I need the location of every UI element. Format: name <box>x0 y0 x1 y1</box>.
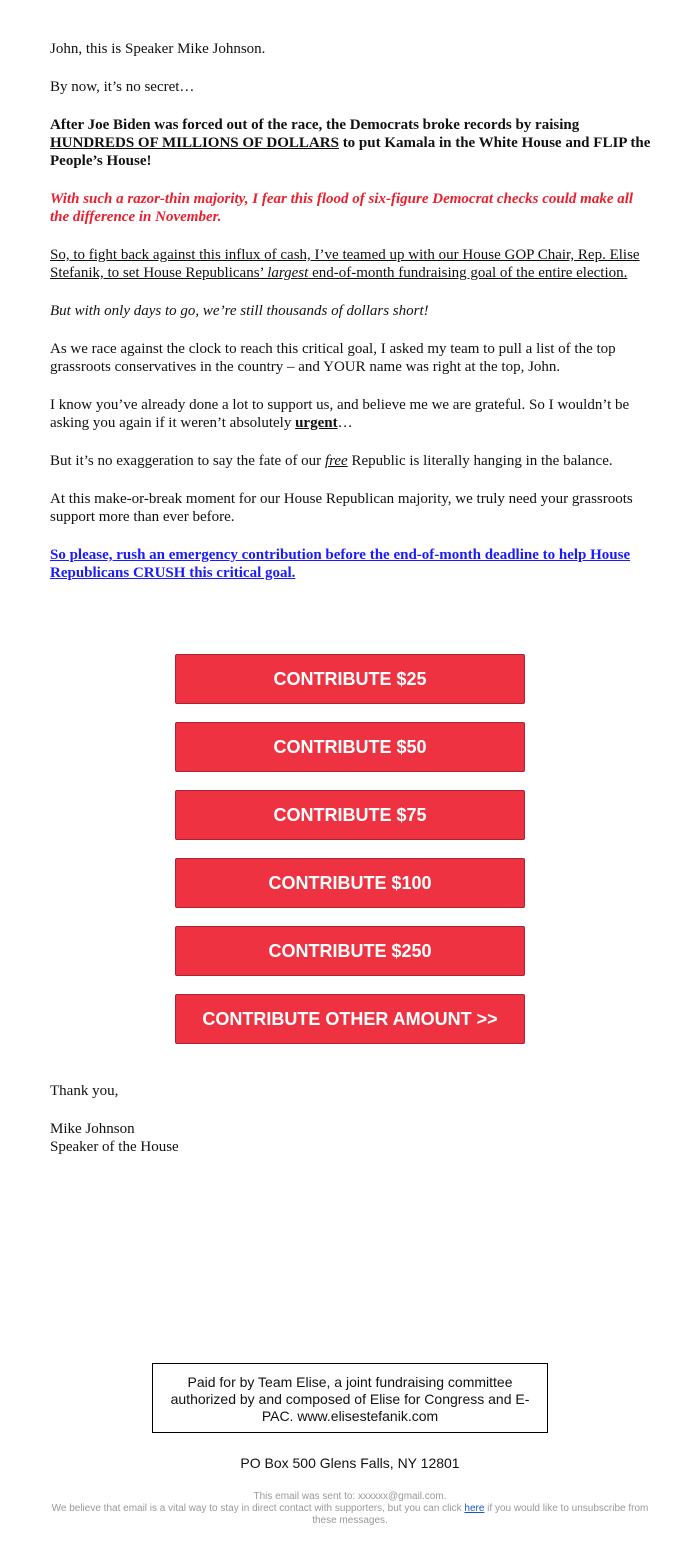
paragraph-record-raising <box>50 116 652 170</box>
contribute-25-button[interactable]: CONTRIBUTE $25 <box>175 654 525 704</box>
cta-paragraph <box>50 546 652 582</box>
underlined-amount: HUNDREDS OF MILLIONS OF DOLLARS <box>50 135 339 151</box>
text-span: to put Kamala in the White House and FLIP the People’s House! <box>50 135 651 169</box>
paragraph-republic <box>50 452 652 470</box>
urgent-word: urgent <box>295 415 338 431</box>
paragraph-secret: By now, it’s no secret… <box>50 79 195 95</box>
text-span: We believe that email is a vital way to stay in direct contact with supporters, but you can click <box>51 1503 465 1514</box>
paragraph-list: As we race against the clock to reach this critical goal, I asked my team to pull a list of the top grassroots conservatives in the country – and YOUR name was right at the top, John. <box>50 341 616 375</box>
signer-title: Speaker of the House <box>50 1139 179 1155</box>
closing: Thank you, <box>50 1083 119 1099</box>
text-span: if you would like to unsubscribe from these messages. <box>312 1503 649 1526</box>
paragraph-urgent <box>50 396 652 432</box>
paragraph-short: But with only days to go, we’re still thousands of dollars short! <box>50 303 429 319</box>
paid-for-disclaimer: Paid for by Team Elise, a joint fundraising committee authorized by and composed of Elise for Congress and E-PAC. www.elisestefanik.com <box>152 1363 548 1433</box>
contribute-250-button[interactable]: CONTRIBUTE $250 <box>175 926 525 976</box>
unsubscribe-notice <box>45 1503 655 1527</box>
mailing-address: PO Box 500 Glens Falls, NY 12801 <box>240 1455 460 1471</box>
contribute-75-button[interactable]: CONTRIBUTE $75 <box>175 790 525 840</box>
text-span: end-of-month fundraising goal of the entire election. <box>308 265 628 281</box>
contribute-buttons <box>175 654 525 1062</box>
text-span: After Joe Biden was forced out of the race, the Democrats broke records by raising <box>50 117 580 133</box>
text-span: But it’s no exaggeration to say the fate of our <box>50 453 325 469</box>
signature-block <box>50 1082 179 1156</box>
email-body <box>50 40 652 602</box>
sent-to-notice: This email was sent to: xxxxxx@gmail.com. <box>253 1491 447 1502</box>
paragraph-support: At this make-or-break moment for our House Republican majority, we truly need your grassroots support more than ever before. <box>50 491 633 525</box>
text-span: I know you’ve already done a lot to support us, and believe me we are grateful. So I wouldn’t be asking you again if it weren’t absolutely <box>50 397 630 431</box>
contribute-50-button[interactable]: CONTRIBUTE $50 <box>175 722 525 772</box>
unsubscribe-link[interactable]: here <box>464 1503 485 1514</box>
email-footer <box>45 1491 655 1527</box>
italic-word: largest <box>267 265 309 281</box>
text-span: So, to fight back against this influx of cash, I’ve teamed up with our House GOP Chair, Rep. Elise Stefanik, to set House Republicans’ <box>50 247 640 281</box>
contribute-100-button[interactable]: CONTRIBUTE $100 <box>175 858 525 908</box>
contribute-link[interactable]: So please, rush an emergency contribution before the end-of-month deadline to help House Republicans CRUSH this critical goal. <box>50 547 631 581</box>
contribute-other-button[interactable]: CONTRIBUTE OTHER AMOUNT >> <box>175 994 525 1044</box>
paragraph-fundraising-goal <box>50 246 652 282</box>
greeting: John, this is Speaker Mike Johnson. <box>50 41 266 57</box>
signer-name: Mike Johnson <box>50 1121 135 1137</box>
paragraph-warning: With such a razor-thin majority, I fear this flood of six-figure Democrat checks could make all the difference in November. <box>50 191 634 225</box>
free-word: free <box>324 453 348 469</box>
text-span: Republic is literally hanging in the balance. <box>347 453 613 469</box>
text-span: … <box>337 415 353 431</box>
